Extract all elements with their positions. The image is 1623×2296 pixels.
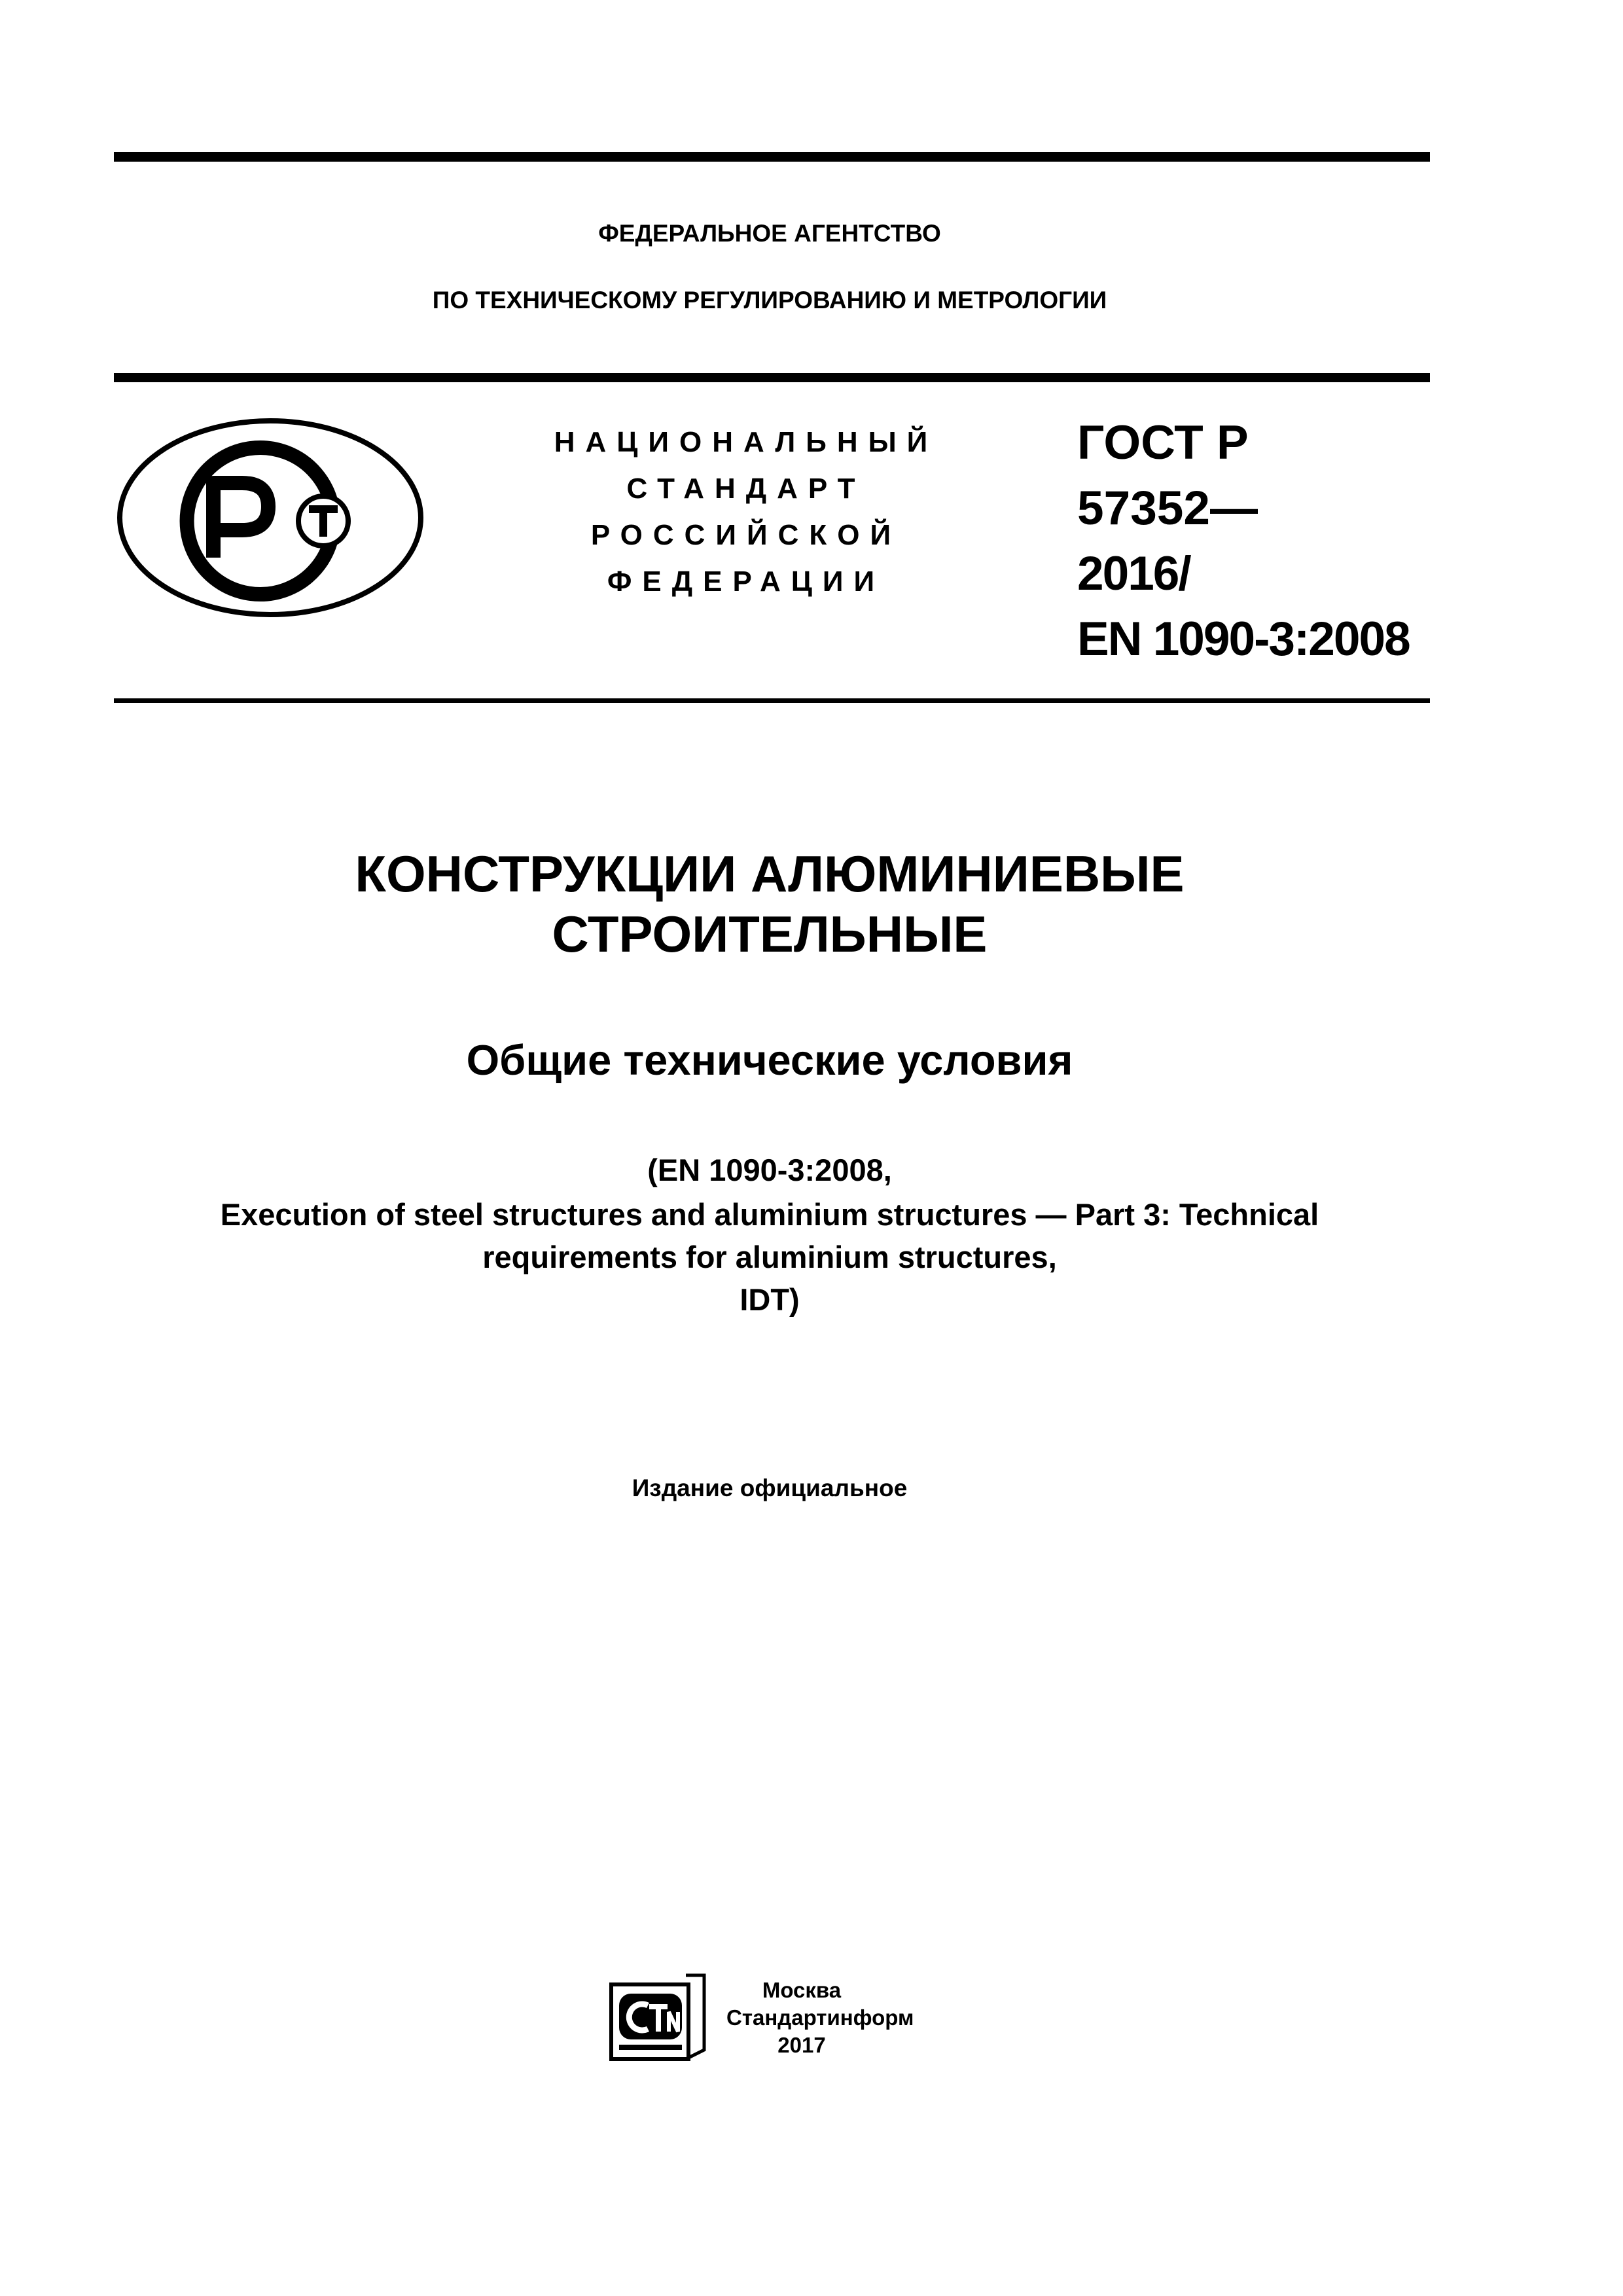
standard-designation [1077, 410, 1410, 672]
agency-line-1: ФЕДЕРАЛЬНОЕ АГЕНТСТВО [598, 220, 941, 247]
publisher-name: Стандартинформ [726, 2005, 914, 2030]
document-title-line-2: СТРОИТЕЛЬНЫЕ [552, 905, 988, 963]
designation-line: ГОСТ Р [1077, 416, 1249, 469]
publisher-block [726, 1977, 914, 2059]
lower-rule [114, 698, 1430, 703]
standard-type-line: РОССИЙСКОЙ [590, 519, 902, 551]
rst-logo [115, 416, 425, 619]
identity-line: requirements for aluminium structures, [482, 1240, 1057, 1274]
identity-line: IDT) [740, 1282, 800, 1317]
identity-line: (EN 1090-3:2008, [647, 1153, 892, 1187]
middle-rule [114, 373, 1430, 382]
document-subtitle: Общие технические условия [466, 1036, 1073, 1084]
publication-year: 2017 [777, 2033, 826, 2057]
agency-line-2: ПО ТЕХНИЧЕСКОМУ РЕГУЛИРОВАНИЮ И МЕТРОЛОГИИ [432, 287, 1107, 314]
designation-line: 57352— [1077, 482, 1258, 535]
edition-label: Издание официальное [632, 1475, 908, 1501]
designation-line: 2016/ [1077, 547, 1190, 600]
standartinform-logo [609, 1971, 707, 2063]
identity-line: Execution of steel structures and aluminium structures — Part 3: Technical [220, 1197, 1319, 1232]
document-title-line-1: КОНСТРУКЦИИ АЛЮМИНИЕВЫЕ [355, 845, 1185, 903]
standard-type-line: СТАНДАРТ [626, 473, 866, 505]
designation-line: EN 1090-3:2008 [1077, 613, 1410, 666]
standard-type [524, 419, 969, 605]
standard-type-line: ФЕДЕРАЦИИ [607, 565, 885, 598]
top-rule [114, 152, 1430, 162]
publisher-city: Москва [762, 1978, 842, 2002]
standard-type-line: НАЦИОНАЛЬНЫЙ [554, 426, 938, 458]
